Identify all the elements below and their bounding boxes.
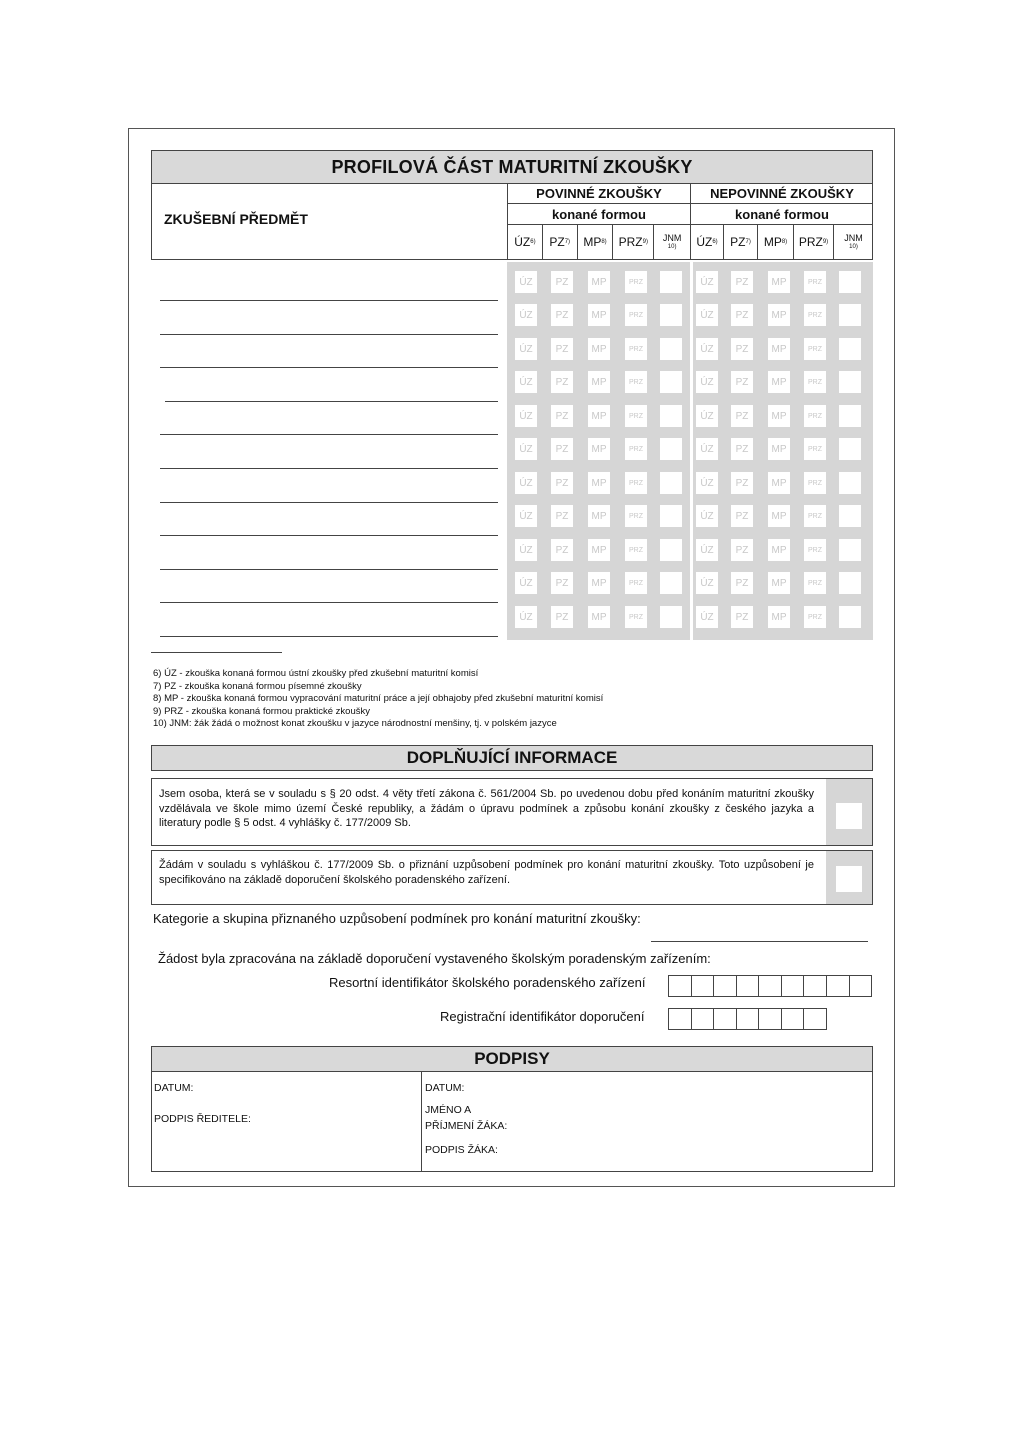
- subject-line[interactable]: [160, 636, 498, 637]
- cell-mp[interactable]: MP: [588, 304, 610, 326]
- cell-pz[interactable]: PZ: [731, 338, 753, 360]
- col-mp: MP 8): [578, 225, 614, 259]
- cell-prz[interactable]: PRZ: [625, 539, 647, 561]
- resortni-id-field[interactable]: [668, 975, 872, 997]
- cell-prz[interactable]: PRZ: [625, 472, 647, 494]
- zahranici-text: Jsem osoba, která se v souladu s § 20 odst. 4 věty třetí zákona č. 561/2004 Sb. po uvedenou dobu před konáním maturitní zkoušky vzdělávala ve škole mimo území České republiky, a žádám o úpravu podmínek a způsobu konání zkoušky z českého jazyka a literatury podle § 5 odst. 4 vyhlášky č. 177/2009 Sb.: [159, 788, 814, 829]
- subject-line[interactable]: [160, 468, 498, 469]
- jmeno-label: [425, 1102, 507, 1134]
- cell-pz[interactable]: PZ: [551, 304, 573, 326]
- col-jnm: JNM 10): [662, 232, 682, 250]
- cell-mp[interactable]: MP: [768, 438, 790, 460]
- subject-line[interactable]: [160, 300, 498, 301]
- cell-pz[interactable]: PZ: [731, 438, 753, 460]
- cell-prz[interactable]: PRZ: [804, 304, 826, 326]
- checkbox-area: [826, 779, 872, 845]
- nepovinne-group: [690, 183, 873, 259]
- cell-prz[interactable]: PRZ: [625, 606, 647, 628]
- cell-uz[interactable]: ÚZ: [696, 472, 718, 494]
- registracni-label: Registrační identifikátor doporučení: [440, 1009, 645, 1024]
- cell-uz[interactable]: ÚZ: [515, 405, 537, 427]
- cell-prz[interactable]: PRZ: [804, 438, 826, 460]
- cell-mp[interactable]: MP: [588, 539, 610, 561]
- cell-pz[interactable]: PZ: [731, 405, 753, 427]
- cell-jnm[interactable]: [839, 572, 861, 594]
- cell-mp[interactable]: MP: [588, 271, 610, 293]
- cell-uz[interactable]: ÚZ: [515, 539, 537, 561]
- cell-uz[interactable]: ÚZ: [696, 572, 718, 594]
- cell-prz[interactable]: PRZ: [625, 304, 647, 326]
- cell-prz[interactable]: PRZ: [625, 505, 647, 527]
- resortni-label: Resortní identifikátor školského poradenského zařízení: [329, 975, 646, 990]
- cell-mp[interactable]: MP: [588, 371, 610, 393]
- cell-jnm[interactable]: [660, 438, 682, 460]
- footnote-7: 7) PZ - zkouška konaná formou písemné zkoušky: [153, 680, 362, 692]
- cell-mp[interactable]: MP: [768, 271, 790, 293]
- cell-jnm[interactable]: [839, 371, 861, 393]
- povinne-title: POVINNÉ ZKOUŠKY: [508, 183, 690, 204]
- cell-prz[interactable]: PRZ: [804, 606, 826, 628]
- cell-pz[interactable]: PZ: [551, 572, 573, 594]
- footnote-6: 6) ÚZ - zkouška konaná formou ústní zkoušky před zkušební maturitní komisí: [153, 668, 479, 679]
- povinne-grid: [507, 262, 690, 640]
- cell-mp[interactable]: MP: [588, 438, 610, 460]
- footnote-separator: [151, 652, 282, 653]
- profil-title: PROFILOVÁ ČÁST MATURITNÍ ZKOUŠKY: [151, 150, 873, 184]
- cell-jnm[interactable]: [660, 539, 682, 561]
- cell-pz[interactable]: PZ: [731, 572, 753, 594]
- col-jnm: JNM 10): [844, 232, 863, 250]
- cell-uz[interactable]: ÚZ: [696, 606, 718, 628]
- cell-prz[interactable]: PRZ: [625, 572, 647, 594]
- cell-mp[interactable]: MP: [768, 572, 790, 594]
- cell-jnm[interactable]: [839, 304, 861, 326]
- cell-jnm[interactable]: [660, 271, 682, 293]
- podpisy-title: PODPISY: [151, 1046, 873, 1072]
- doplnujici-title: DOPLŇUJÍCÍ INFORMACE: [151, 745, 873, 771]
- subject-line[interactable]: [160, 434, 498, 435]
- cell-pz[interactable]: PZ: [731, 606, 753, 628]
- cell-pz[interactable]: PZ: [551, 338, 573, 360]
- cell-prz[interactable]: PRZ: [804, 572, 826, 594]
- cell-prz[interactable]: PRZ: [804, 371, 826, 393]
- cell-jnm[interactable]: [839, 606, 861, 628]
- subject-line[interactable]: [160, 502, 498, 503]
- cell-prz[interactable]: PRZ: [804, 539, 826, 561]
- cell-prz[interactable]: PRZ: [625, 438, 647, 460]
- povinne-konane: konané formou: [508, 204, 690, 225]
- jmeno-label-line1: JMÉNO A: [425, 1104, 472, 1116]
- cell-jnm[interactable]: [839, 505, 861, 527]
- subject-line[interactable]: [160, 334, 498, 335]
- podpis-zaka-label: PODPIS ŽÁKA:: [425, 1144, 498, 1156]
- cell-uz[interactable]: ÚZ: [696, 271, 718, 293]
- cell-mp[interactable]: MP: [588, 405, 610, 427]
- datum-right-label: DATUM:: [425, 1082, 465, 1094]
- subject-line[interactable]: [160, 535, 498, 536]
- cell-mp[interactable]: MP: [768, 505, 790, 527]
- col-uz: ÚZ 6): [508, 225, 543, 259]
- cell-mp[interactable]: MP: [588, 505, 610, 527]
- cell-pz[interactable]: PZ: [731, 371, 753, 393]
- zadost-label: Žádost byla zpracována na základě doporučení vystaveného školským poradenským zařízením:: [158, 951, 711, 966]
- cell-jnm[interactable]: [839, 405, 861, 427]
- cell-prz[interactable]: PRZ: [625, 371, 647, 393]
- col-mp: MP 8): [758, 225, 794, 259]
- cell-uz[interactable]: ÚZ: [696, 539, 718, 561]
- cell-uz[interactable]: ÚZ: [515, 505, 537, 527]
- col-uz: ÚZ 6): [691, 225, 724, 259]
- cell-pz[interactable]: PZ: [551, 606, 573, 628]
- cell-pz[interactable]: PZ: [551, 472, 573, 494]
- subject-line[interactable]: [165, 401, 498, 402]
- nepovinne-grid: [693, 262, 873, 640]
- cell-prz[interactable]: PRZ: [625, 271, 647, 293]
- cell-pz[interactable]: PZ: [551, 505, 573, 527]
- profil-header: [151, 183, 873, 260]
- cell-prz[interactable]: PRZ: [804, 338, 826, 360]
- cell-jnm[interactable]: [660, 505, 682, 527]
- cell-mp[interactable]: MP: [768, 405, 790, 427]
- col-prz: PRZ 9): [613, 225, 654, 259]
- cell-pz[interactable]: PZ: [731, 271, 753, 293]
- cell-mp[interactable]: MP: [588, 606, 610, 628]
- nepovinne-title: NEPOVINNÉ ZKOUŠKY: [691, 183, 873, 204]
- cell-mp[interactable]: MP: [588, 572, 610, 594]
- povinne-group: [507, 183, 690, 259]
- cell-uz[interactable]: ÚZ: [515, 472, 537, 494]
- subject-line[interactable]: [160, 367, 498, 368]
- cell-prz[interactable]: PRZ: [804, 405, 826, 427]
- cell-jnm[interactable]: [660, 472, 682, 494]
- cell-jnm[interactable]: [839, 271, 861, 293]
- cell-mp[interactable]: MP: [768, 606, 790, 628]
- col-pz: PZ 7): [543, 225, 578, 259]
- col-pz: PZ 7): [724, 225, 758, 259]
- nepovinne-konane: konané formou: [691, 204, 873, 225]
- footnotes: [153, 668, 603, 731]
- uzpusobeni-checkbox[interactable]: [836, 866, 862, 892]
- cell-pz[interactable]: PZ: [731, 472, 753, 494]
- podpis-reditele-label: PODPIS ŘEDITELE:: [154, 1113, 251, 1125]
- cell-jnm[interactable]: [660, 304, 682, 326]
- zahranici-request-box: [151, 778, 873, 846]
- cell-uz[interactable]: ÚZ: [696, 438, 718, 460]
- cell-pz[interactable]: PZ: [551, 438, 573, 460]
- zahranici-checkbox[interactable]: [836, 803, 862, 829]
- podpisy-divider: [421, 1071, 422, 1171]
- jmeno-label-line2: PŘÍJMENÍ ŽÁKA:: [425, 1120, 508, 1132]
- registracni-id-field[interactable]: [668, 1008, 827, 1030]
- uzpusobeni-request-box: [151, 850, 873, 905]
- cell-uz[interactable]: ÚZ: [696, 371, 718, 393]
- cell-pz[interactable]: PZ: [551, 271, 573, 293]
- cell-mp[interactable]: MP: [768, 472, 790, 494]
- cell-uz[interactable]: ÚZ: [515, 572, 537, 594]
- cell-uz[interactable]: ÚZ: [696, 338, 718, 360]
- uzpusobeni-text: Žádám v souladu s vyhláškou č. 177/2009 Sb. o přiznání uzpůsobení podmínek pro konání maturitní zkoušky. Toto uzpůsobení je specifikováno na základě doporučení školského poradenského zařízení.: [159, 859, 814, 886]
- kategorie-field[interactable]: [651, 941, 868, 942]
- subject-line[interactable]: [160, 602, 498, 603]
- cell-prz[interactable]: PRZ: [625, 405, 647, 427]
- cell-pz[interactable]: PZ: [551, 539, 573, 561]
- kategorie-label: Kategorie a skupina přiznaného uzpůsobení podmínek pro konání maturitní zkoušky:: [153, 911, 641, 926]
- subject-line[interactable]: [160, 569, 498, 570]
- cell-uz[interactable]: ÚZ: [515, 371, 537, 393]
- cell-uz[interactable]: ÚZ: [515, 304, 537, 326]
- cell-uz[interactable]: ÚZ: [515, 338, 537, 360]
- cell-pz[interactable]: PZ: [731, 505, 753, 527]
- cell-mp[interactable]: MP: [768, 371, 790, 393]
- footnote-10: 10) JNM: žák žádá o možnost konat zkoušku v jazyce národnostní menšiny, tj. v polském jazyce: [153, 718, 557, 729]
- cell-mp[interactable]: MP: [768, 338, 790, 360]
- cell-pz[interactable]: PZ: [551, 405, 573, 427]
- cell-uz[interactable]: ÚZ: [696, 304, 718, 326]
- cell-pz[interactable]: PZ: [731, 539, 753, 561]
- cell-uz[interactable]: ÚZ: [696, 505, 718, 527]
- cell-prz[interactable]: PRZ: [804, 472, 826, 494]
- cell-mp[interactable]: MP: [768, 304, 790, 326]
- podpisy-body: [151, 1071, 873, 1172]
- cell-uz[interactable]: ÚZ: [515, 606, 537, 628]
- cell-jnm[interactable]: [660, 572, 682, 594]
- cell-jnm[interactable]: [839, 472, 861, 494]
- subject-label: ZKUŠEBNÍ PŘEDMĚT: [164, 211, 308, 227]
- cell-mp[interactable]: MP: [588, 472, 610, 494]
- cell-jnm[interactable]: [839, 539, 861, 561]
- cell-jnm[interactable]: [660, 338, 682, 360]
- cell-mp[interactable]: MP: [588, 338, 610, 360]
- cell-jnm[interactable]: [839, 338, 861, 360]
- datum-left-label: DATUM:: [154, 1082, 194, 1094]
- cell-mp[interactable]: MP: [768, 539, 790, 561]
- cell-prz[interactable]: PRZ: [804, 271, 826, 293]
- cell-pz[interactable]: PZ: [551, 371, 573, 393]
- cell-uz[interactable]: ÚZ: [696, 405, 718, 427]
- col-prz: PRZ 9): [794, 225, 834, 259]
- cell-uz[interactable]: ÚZ: [515, 438, 537, 460]
- cell-jnm[interactable]: [839, 438, 861, 460]
- footnote-8: 8) MP - zkouška konaná formou vypracování maturitní práce a její obhajoby před zkušební maturitní komisí: [153, 693, 604, 704]
- cell-pz[interactable]: PZ: [731, 304, 753, 326]
- cell-uz[interactable]: ÚZ: [515, 271, 537, 293]
- cell-prz[interactable]: PRZ: [804, 505, 826, 527]
- checkbox-area: [826, 851, 872, 904]
- cell-prz[interactable]: PRZ: [625, 338, 647, 360]
- footnote-9: 9) PRZ - zkouška konaná formou praktické zkoušky: [153, 705, 371, 717]
- cell-jnm[interactable]: [660, 606, 682, 628]
- cell-jnm[interactable]: [660, 405, 682, 427]
- cell-jnm[interactable]: [660, 371, 682, 393]
